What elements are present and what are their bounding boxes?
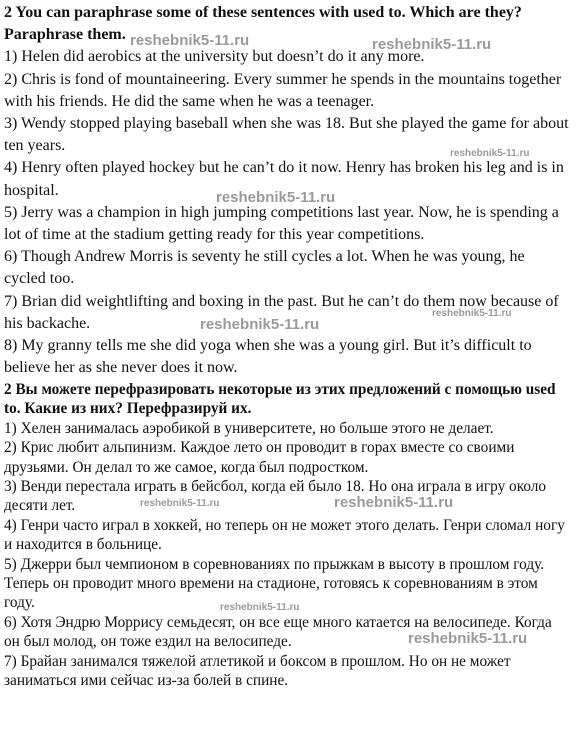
watermark: reshebnik5-11.ru: [432, 308, 512, 319]
english-exercise-title: 2 You can paraphrase some of these sentences with used to. Which are they? Paraphrase them.: [4, 4, 522, 44]
watermark: reshebnik5-11.ru: [450, 148, 530, 159]
english-sentence-3: 3) Wendy stopped playing baseball when she was 18. But she played the game for about ten years.: [4, 115, 569, 155]
watermark: reshebnik5-11.ru: [372, 36, 492, 53]
watermark: reshebnik5-11.ru: [130, 32, 250, 49]
russian-exercise-title: 2 Вы можете перефразировать некоторые из этих предложений с помощью used to. Какие из них? Перефразируй их.: [4, 381, 556, 418]
english-sentence-7: 7) Brian did weightlifting and boxing in the past. But he can’t do them now because of his backache.: [4, 292, 559, 332]
watermark: reshebnik5-11.ru: [220, 602, 300, 613]
english-sentence-4: 4) Henry often played hockey but he can’t do it now. Henry has broken his leg and is in hospital.: [4, 159, 564, 199]
english-sentence-1: 1) Helen did aerobics at the university but doesn’t do it any more.: [4, 48, 425, 66]
watermark: reshebnik5-11.ru: [200, 316, 320, 333]
russian-sentence-7: 7) Брайан занимался тяжелой атлетикой и боксом в прошлом. Но он не может заниматься ими сейчас из-за болей в спине.: [4, 652, 511, 690]
english-sentence-2: 2) Chris is fond of mountaineering. Every summer he spends in the mountains together with his friends. He did the same when he was a teenager.: [4, 70, 562, 110]
english-sentence-5: 5) Jerry was a champion in high jumping competitions last year. Now, he is spending a lot of time at the stadium getting ready for this year competitions.: [4, 203, 559, 244]
russian-sentence-3: 3) Венди перестала играть в бейсбол, когда ей было 18. Но она играла в игру около десяти лет.: [4, 478, 547, 515]
russian-sentence-4: 4) Генри часто играл в хоккей, но теперь он не может этого делать. Генри сломал ногу и находится в больнице.: [4, 516, 565, 554]
russian-sentence-6: 6) Хотя Эндрю Моррису семьдесят, он все еще много катается на велосипеде. Когда он был молод, он тоже ездил на велосипеде.: [4, 613, 552, 651]
russian-sentence-2: 2) Крис любит альпинизм. Каждое лето он проводит в горах вместе со своими друзьями. Он делал то же самое, когда был подростком.: [4, 439, 515, 476]
watermark: reshebnik5-11.ru: [408, 630, 528, 647]
watermark: reshebnik5-11.ru: [140, 498, 220, 509]
russian-sentence-5: 5) Джерри был чемпионом в соревнованиях по прыжкам в высоту в прошлом году. Теперь он проводит много времени на стадионе, готовясь к соревнованиям в этом году.: [4, 555, 545, 612]
english-sentence-8: 8) My granny tells me she did yoga when she was a young girl. But it’s difficult to believe her as she never does it now.: [4, 337, 532, 377]
watermark: reshebnik5-11.ru: [216, 189, 336, 206]
english-sentence-6: 6) Though Andrew Morris is seventy he still cycles a lot. When he was young, he cycled too.: [4, 248, 525, 288]
russian-sentence-1: 1) Хелен занималась аэробикой в университете, но больше этого не делает.: [4, 419, 494, 437]
watermark: reshebnik5-11.ru: [334, 494, 454, 511]
